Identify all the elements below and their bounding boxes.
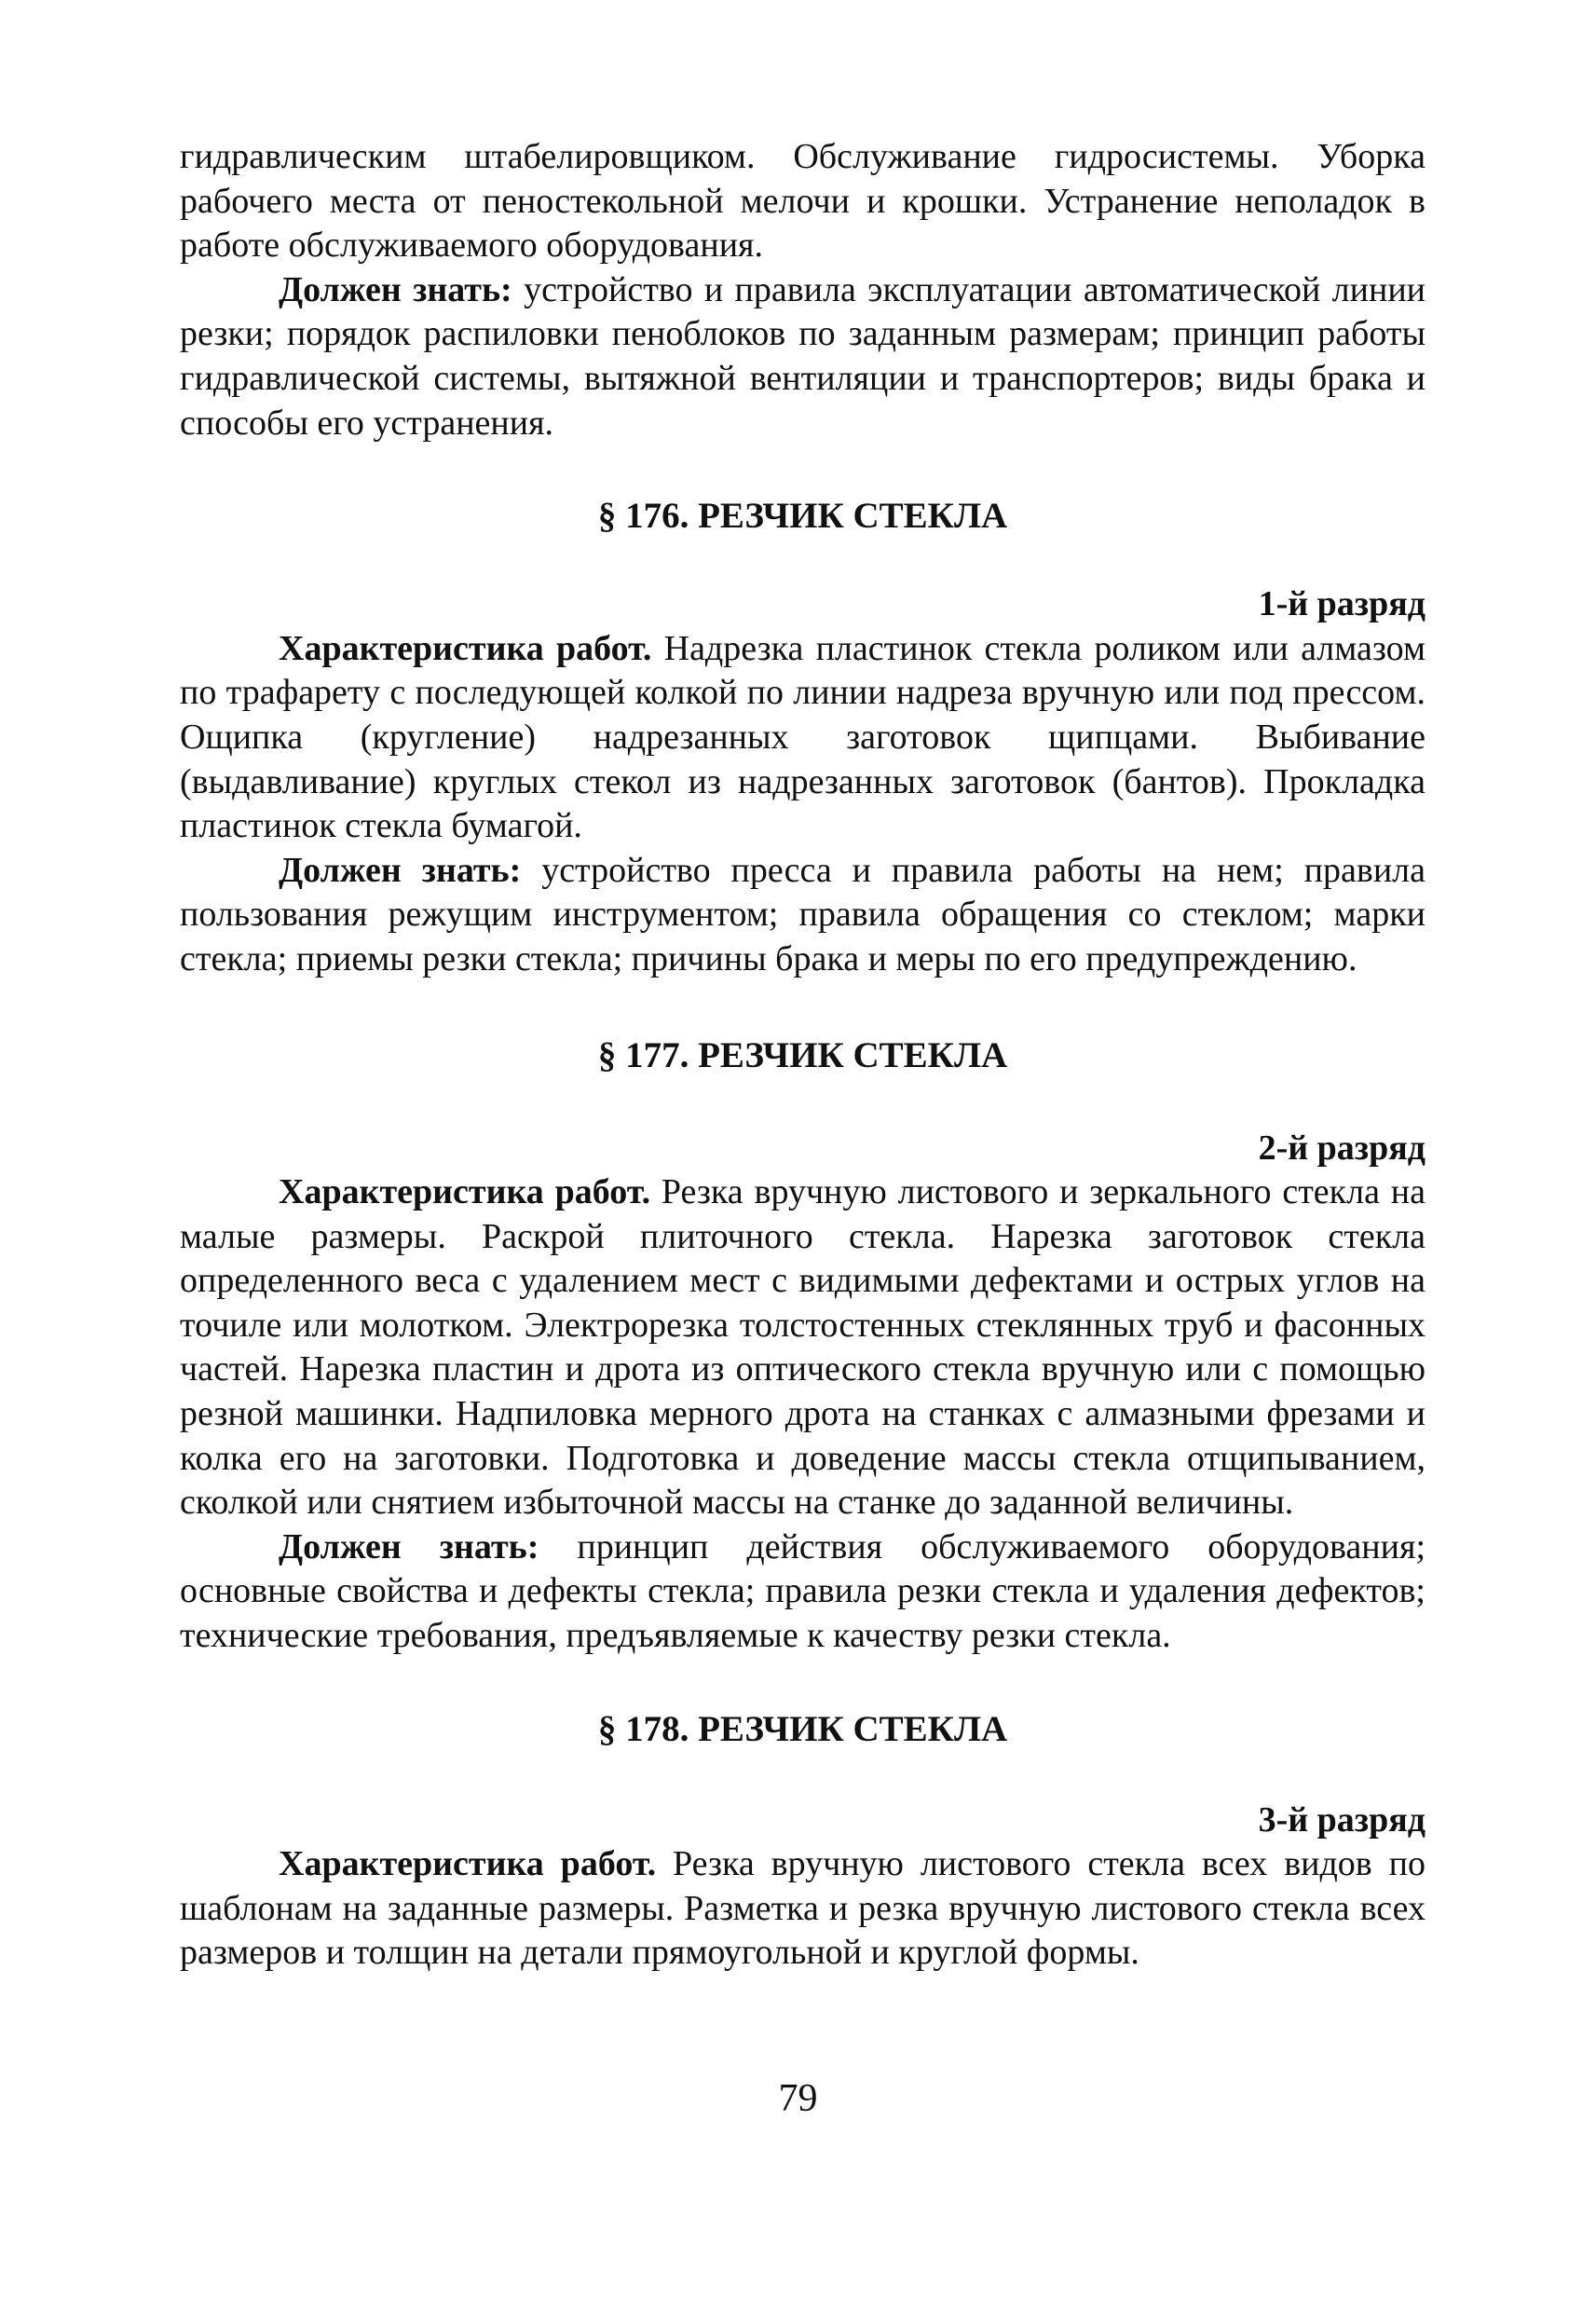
work-label: Характеристика работ. — [279, 1844, 657, 1884]
work-characteristics-paragraph — [180, 627, 1425, 849]
knowledge-text: устройство пресса и правила работы на нем; правила пользования режущим инструментом; правила обращения со стеклом; марки стекла; приемы резки стекла; причины брака и меры по его предупреждению. — [180, 850, 1425, 978]
page-body — [180, 135, 1425, 1976]
knowledge-label: Должен знать: — [279, 269, 512, 309]
section-heading: § 176. РЕЗЧИК СТЕКЛА — [597, 496, 1008, 537]
knowledge-paragraph — [180, 1525, 1425, 1659]
grade-label: 2-й разряд — [1258, 1128, 1425, 1168]
section-heading: § 178. РЕЗЧИК СТЕКЛА — [597, 1708, 1008, 1749]
section-heading: § 177. РЕЗЧИК СТЕКЛА — [597, 1034, 1008, 1075]
grade-label: 1-й разряд — [1258, 584, 1425, 624]
work-label: Характеристика работ. — [279, 1172, 651, 1212]
knowledge-label: Должен знать: — [279, 1526, 539, 1566]
grade-label: 3-й разряд — [1258, 1799, 1425, 1840]
work-characteristics-paragraph — [180, 1842, 1425, 1976]
knowledge-paragraph — [180, 849, 1425, 982]
intro-continuation: гидравлическим штабелировщиком. Обслуживание гидросистемы. Уборка рабочего места от пеностекольной мелочи и крошки. Устранение неполадок в работе обслуживаемого оборудования. — [180, 137, 1425, 266]
knowledge-text: устройство и правила эксплуатации автоматической линии резки; порядок распиловки пеноблоков по заданным размерам; принцип работы гидравлической системы, вытяжной вентиляции и транспортеров; виды брака и способы его устранения. — [180, 269, 1425, 443]
knowledge-text: принцип действия обслуживаемого оборудования; основные свойства и дефекты стекла; правила резки стекла и удаления дефектов; технические требования, предъявляемые к качеству резки стекла. — [180, 1526, 1426, 1656]
page-number: 79 — [778, 2077, 818, 2120]
work-text: Резка вручную листового стекла всех видов по шаблонам на заданные размеры. Разметка и резка вручную листового стекла всех размеров и толщин на детали прямоугольной и круглой формы. — [180, 1844, 1425, 1973]
intro-knowledge-paragraph — [180, 268, 1425, 445]
work-label: Характеристика работ. — [279, 628, 652, 668]
work-text: Резка вручную листового и зеркального стекла на малые размеры. Раскрой плиточного стекла. Нарезка заготовок стекла определенного веса с удалением мест с видимыми дефектами и острых углов на точиле или молотком. Электрорезка толстостенных стеклянных труб и фасонных частей. Нарезка пластин и дрота из оптического стекла вручную или с помощью резной машинки. Надпиловка мерного дрота на станках с алмазными фрезами и колка его на заготовки. Подготовка и доведение массы стекла отщипыванием, сколкой или снятием избыточной массы на станке до заданной величины. — [180, 1172, 1426, 1523]
work-text: Надрезка пластинок стекла роликом или алмазом по трафарету с последующей колкой по линии надреза вручную или под прессом. Ощипка (кругление) надрезанных заготовок щипцами. Выбивание (выдавливание) круглых стекол из надрезанных заготовок (бантов). Прокладка пластинок стекла бумагой. — [180, 628, 1425, 846]
work-characteristics-paragraph — [180, 1170, 1425, 1525]
knowledge-label: Должен знать: — [279, 850, 522, 890]
